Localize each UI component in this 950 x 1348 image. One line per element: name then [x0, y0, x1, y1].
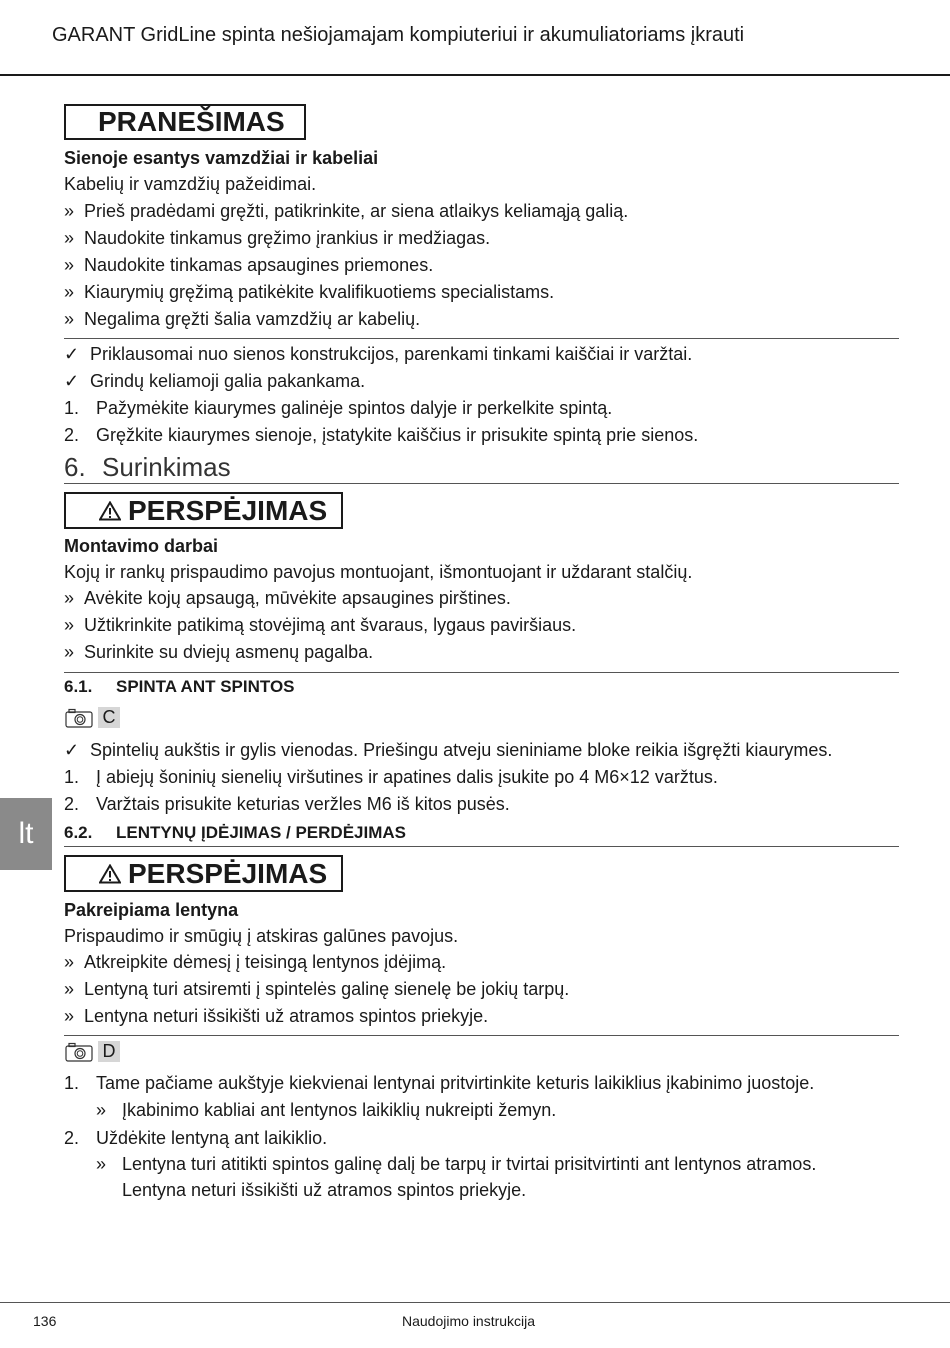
- step-text: Tame pačiame aukštyje kiekvienai lentynai pritvirtinkite keturis laikiklius įkabinimo juostoje.: [96, 1073, 815, 1093]
- warning-text: Kojų ir rankų prispaudimo pavojus montuojant, išmontuojant ir uždarant stalčių.: [64, 562, 693, 582]
- warning-text: Prispaudimo ir smūgių į atskiras galūnes pavojus.: [64, 926, 459, 946]
- camera-icon: [65, 708, 93, 728]
- section-divider: [64, 846, 899, 847]
- prerequisite-item: Priklausomai nuo sienos konstrukcijos, parenkami tinkami kaiščiai ir varžtai.: [90, 344, 693, 364]
- warning-bullet: Atkreipkite dėmesį į teisingą lentynos įdėjimą.: [84, 952, 447, 972]
- header-title: GARANT GridLine spinta nešiojamajam kompiuteriui ir akumuliatoriams įkrauti: [52, 24, 745, 46]
- prerequisite-item: Spintelių aukštis ir gylis vienodas. Priešingu atveju sieniniame bloke reikia išgręžti kiaurymes.: [90, 740, 833, 760]
- bullet-marker: »: [64, 642, 75, 662]
- section-title: Surinkimas: [102, 452, 231, 482]
- warning-label: PERSPĖJIMAS: [128, 494, 328, 526]
- language-tab: lt: [0, 798, 52, 870]
- warning-box: [64, 855, 343, 892]
- notice-box: [64, 104, 306, 140]
- section-divider: [64, 1035, 899, 1036]
- step-text: Varžtais prisukite keturias veržles M6 iš kitos pusės.: [96, 794, 510, 814]
- warning-icon: [99, 864, 121, 884]
- step-text: Gręžkite kiaurymes sienoje, įstatykite kaiščius ir prisukite spintą prie sienos.: [96, 425, 699, 445]
- step-result: Įkabinimo kabliai ant lentynos laikiklių nukreipti žemyn.: [122, 1100, 557, 1120]
- section-divider: [64, 483, 899, 484]
- notice-heading: Sienoje esantys vamzdžiai ir kabeliai: [64, 148, 379, 168]
- notice-bullet: Naudokite tinkamus gręžimo įrankius ir medžiagas.: [84, 228, 491, 248]
- bullet-marker: »: [64, 228, 75, 248]
- step-text: Į abiejų šoninių sienelių viršutines ir apatines dalis įsukite po 4 M6×12 varžtus.: [96, 767, 718, 787]
- warning-heading: Pakreipiama lentyna: [64, 900, 239, 920]
- step-text: Pažymėkite kiaurymes galinėje spintos dalyje ir perkelkite spintą.: [96, 398, 613, 418]
- notice-bullet: Negalima gręžti šalia vamzdžių ar kabelių.: [84, 309, 421, 329]
- footer-divider: [0, 1302, 950, 1303]
- check-icon: ✓: [64, 740, 80, 760]
- warning-bullet: Lentyna neturi išsikišti už atramos spintos priekyje.: [84, 1006, 489, 1026]
- bullet-marker: »: [64, 309, 75, 329]
- header-divider: [0, 74, 950, 76]
- warning-heading: Montavimo darbai: [64, 536, 219, 556]
- section-divider: [64, 672, 899, 673]
- bullet-marker: »: [64, 979, 75, 999]
- bullet-marker: »: [64, 952, 75, 972]
- section-number: 6.: [64, 452, 86, 482]
- bullet-marker: »: [64, 1006, 75, 1026]
- camera-icon: [65, 1042, 93, 1062]
- footer-document-title: Naudojimo instrukcija: [402, 1313, 536, 1329]
- warning-label: PERSPĖJIMAS: [128, 857, 328, 889]
- figure-label: C: [98, 707, 120, 728]
- prerequisite-item: Grindų keliamoji galia pakankama.: [90, 371, 366, 391]
- step-number: 1.: [64, 767, 80, 787]
- result-marker: »: [96, 1100, 107, 1120]
- step-number: 2.: [64, 794, 80, 814]
- page-number: 136: [33, 1313, 57, 1329]
- bullet-marker: »: [64, 255, 75, 275]
- step-number: 2.: [64, 1128, 80, 1148]
- check-icon: ✓: [64, 344, 80, 364]
- notice-label: PRANEŠIMAS: [98, 106, 285, 137]
- step-number: 2.: [64, 425, 80, 445]
- warning-box: [64, 492, 343, 529]
- step-number: 1.: [64, 1073, 80, 1093]
- step-text: Uždėkite lentyną ant laikiklio.: [96, 1128, 328, 1148]
- warning-bullet: Užtikrinkite patikimą stovėjimą ant švaraus, lygaus paviršiaus.: [84, 615, 577, 635]
- step-result: Lentyna turi atitikti spintos galinę dalį be tarpų ir tvirtai prisitvirtinti ant lentynos atramos.: [122, 1154, 817, 1174]
- step-number: 1.: [64, 398, 80, 418]
- warning-bullet: Lentyną turi atsiremti į spintelės galinę sienelę be jokių tarpų.: [84, 979, 570, 999]
- notice-bullet: Kiaurymių gręžimą patikėkite kvalifikuotiems specialistams.: [84, 282, 555, 302]
- warning-icon: [99, 501, 121, 521]
- subsection-number: 6.2.: [64, 823, 93, 842]
- subsection-title: SPINTA ANT SPINTOS: [116, 677, 295, 696]
- result-marker: »: [96, 1154, 107, 1174]
- section-divider: [64, 338, 899, 339]
- check-icon: ✓: [64, 371, 80, 391]
- figure-label: D: [98, 1041, 120, 1062]
- bullet-marker: »: [64, 201, 75, 221]
- step-result: Lentyna neturi išsikišti už atramos spintos priekyje.: [122, 1180, 527, 1200]
- subsection-title: LENTYNŲ ĮDĖJIMAS / PERDĖJIMAS: [116, 823, 406, 842]
- bullet-marker: »: [64, 282, 75, 302]
- notice-bullet: Naudokite tinkamas apsaugines priemones.: [84, 255, 434, 275]
- bullet-marker: »: [64, 615, 75, 635]
- subsection-number: 6.1.: [64, 677, 93, 696]
- notice-text: Kabelių ir vamzdžių pažeidimai.: [64, 174, 317, 194]
- notice-bullet: Prieš pradėdami gręžti, patikrinkite, ar siena atlaikys keliamąją galią.: [84, 201, 629, 221]
- warning-bullet: Avėkite kojų apsaugą, mūvėkite apsaugines pirštines.: [84, 588, 511, 608]
- bullet-marker: »: [64, 588, 75, 608]
- warning-bullet: Surinkite su dviejų asmenų pagalba.: [84, 642, 374, 662]
